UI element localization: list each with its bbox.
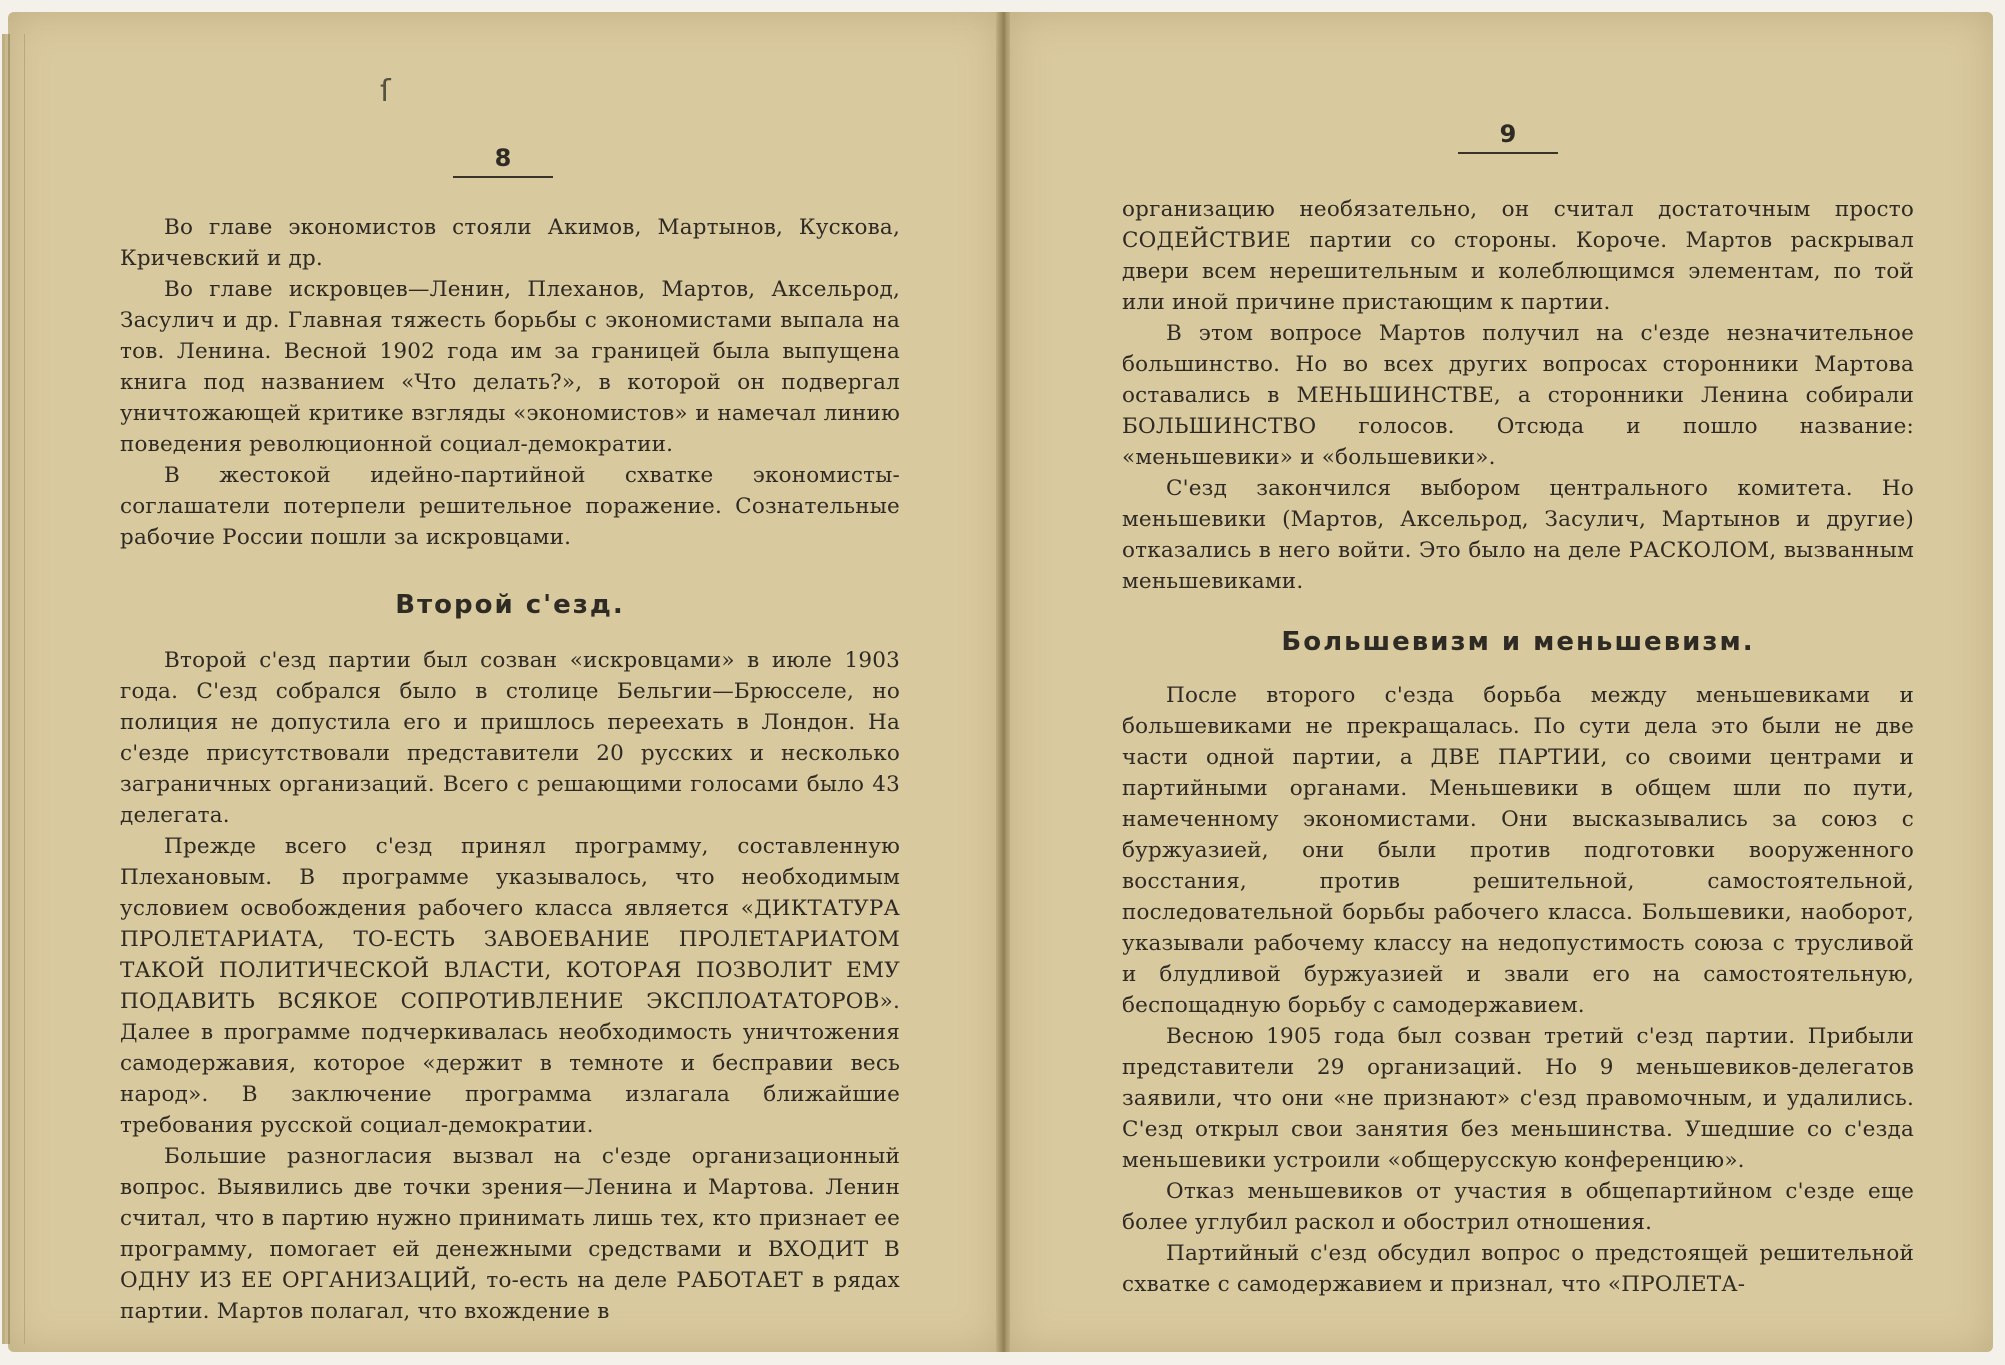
paragraph: Весною 1905 года был созван третий с'езд партии. Прибыли представители 29 организаций. Но 9 меньшевиков-делегатов заявили, что они «не признают» с'езд правомочным, и удалились. С'езд открыл свои занятия без меньшинства. Ушедшие со с'езда меньшевики устроили «общерусскую конференцию». — [1122, 1024, 1914, 1173]
right-text-top — [1122, 194, 1914, 597]
right-page — [1010, 12, 1993, 1352]
section-heading-bolshevism: Большевизм и меньшевизм. — [1281, 627, 1755, 657]
paragraph: Во главе искровцев—Ленин, Плеханов, Мартов, Аксельрод, Засулич и др. Главная тяжесть борьбы с экономистами выпала на тов. Ленина. Весной 1902 года им за границей была выпущена книга под названием «Что делать?», в которой он подвергал уничтожающей критике взгляды «экономистов» и намечал линию поведения революционной социал-демократии. — [120, 277, 900, 457]
paragraph: Отказ меньшевиков от участия в общепартийном с'езде еще более углубил раскол и обострил отношения. — [1122, 1179, 1914, 1235]
paragraph: Партийный с'езд обсудил вопрос о предстоящей решительной схватке с самодержавием и признал, что «ПРОЛЕТА- — [1122, 1241, 1914, 1297]
right-text-bottom — [1122, 680, 1914, 1300]
paragraph: С'езд закончился выбором центрального комитета. Но меньшевики (Мартов, Аксельрод, Засулич, Мартынов и другие) отказались в него войти. Это было на деле РАСКОЛОМ, вызванным меньшевиками. — [1122, 476, 1914, 594]
paragraph: В жестокой идейно-партийной схватке экономисты-соглашатели потерпели решительное поражение. Сознательные рабочие России пошли за искровцами. — [120, 463, 900, 550]
page-number-right: 9 — [1458, 120, 1558, 154]
section-heading-second-congress: Второй с'езд. — [395, 590, 625, 620]
paragraph: Большие разногласия вызвал на с'езде организационный вопрос. Выявились две точки зрения—Ленина и Мартова. Ленин считал, что в партию нужно принимать лишь тех, кто признает ее программу, помогает ей денежными средствами и ВХОДИТ В ОДНУ ИЗ ЕЕ ОРГАНИЗАЦИЙ, то-есть на деле РАБОТАЕТ в рядах партии. Мартов полагал, что вхождение в — [120, 1144, 900, 1324]
page-edges — [8, 34, 25, 1344]
left-text-bottom — [120, 645, 900, 1327]
paragraph: организацию необязательно, он считал достаточным просто СОДЕЙСТВИЕ партии со стороны. Короче. Мартов раскрывал двери всем нерешительным и колеблющимся элементам, по той или иной причине пристающим к партии. — [1122, 197, 1914, 315]
left-text-top — [120, 212, 900, 553]
page-number-left: 8 — [453, 144, 553, 178]
left-page — [8, 12, 1000, 1352]
paragraph: В этом вопросе Мартов получил на с'езде незначительное большинство. Но во всех других вопросах сторонники Мартова оставались в МЕНЬШИНСТВЕ, а сторонники Ленина собирали БОЛЬШИНСТВО голосов. Отсюда и пошло название: «меньшевики» и «большевики». — [1122, 321, 1914, 470]
paragraph: Второй с'езд партии был созван «искровцами» в июле 1903 года. С'езд собрался было в столице Бельгии—Брюсселе, но полиция не допустила его и пришлось переехать в Лондон. На с'езде присутствовали представители 20 русских и несколько заграничных организаций. Всего с решающими голосами было 43 делегата. — [120, 648, 900, 828]
ink-mark: ſ — [380, 74, 391, 109]
paragraph: Во главе экономистов стояли Акимов, Мартынов, Кускова, Кричевский и др. — [120, 215, 900, 271]
paragraph: Прежде всего с'езд принял программу, составленную Плехановым. В программе указывалось, что необходимым условием освобождения рабочего класса является «ДИКТАТУРА ПРОЛЕТАРИАТА, ТО-ЕСТЬ ЗАВОЕВАНИЕ ПРОЛЕТАРИАТОМ ТАКОЙ ПОЛИТИЧЕСКОЙ ВЛАСТИ, КОТОРАЯ ПОЗВОЛИТ ЕМУ ПОДАВИТЬ ВСЯКОЕ СОПРОТИВЛЕНИЕ ЭКСПЛОАТАТОРОВ». Далее в программе подчеркивалась необходимость уничтожения самодержавия, которое «держит в темноте и бесправии весь народ». В заключение программа излагала ближайшие требования русской социал-демократии. — [120, 834, 900, 1138]
paragraph: После второго с'езда борьба между меньшевиками и большевиками не прекращалась. По сути дела это были не две части одной партии, а ДВЕ ПАРТИИ, со своими центрами и партийными органами. Меньшевики в общем шли по пути, намеченному экономистами. Они высказывались за союз с буржуазией, они были против подготовки вооруженного восстания, против решительной, самостоятельной, последовательной борьбы рабочего класса. Большевики, наоборот, указывали рабочему классу на недопустимость союза с трусливой и блудливой буржуазией и звали его на самостоятельную, беспощадную борьбу с самодержавием. — [1122, 683, 1914, 1018]
